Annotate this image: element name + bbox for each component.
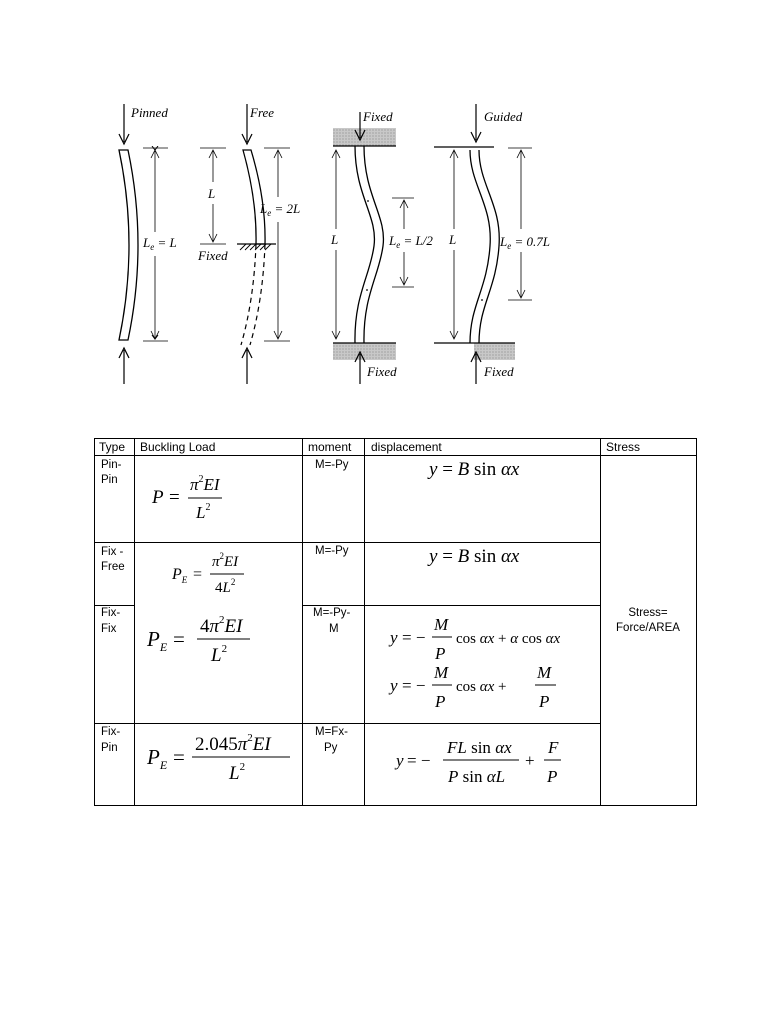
buckling-table (94, 438, 697, 806)
buckling-load-formula (146, 732, 290, 784)
effective-length-label: $L_e = L/2$ (389, 233, 433, 250)
table-row (101, 545, 520, 596)
row-moment: M=-Py- (313, 607, 351, 619)
top-condition-label: Fixed (363, 109, 393, 124)
header-moment: moment (308, 440, 352, 454)
stress-cell (616, 607, 680, 634)
bottom-support (474, 343, 515, 360)
svg-text:=: = (173, 745, 185, 769)
svg-text:P: P (547, 767, 558, 786)
top-condition-label: Guided (484, 109, 523, 124)
column-fixed-fixed (330, 109, 433, 384)
svg-text:L2: $L^2$ (229, 761, 246, 784)
svg-text:4π2EI: $4\pi^2EI$ (200, 614, 243, 637)
svg-text:P: P (152, 487, 164, 508)
top-condition-label: Pinned (131, 105, 168, 120)
table-row (101, 607, 560, 711)
base-condition-label: Fixed (198, 248, 228, 263)
svg-text:P: P (435, 692, 446, 711)
stress-text: Stress= (628, 607, 668, 619)
header-type: Type (99, 440, 126, 454)
column-pinned (119, 104, 177, 384)
effective-length-label: $L_e = 0.7L$ (500, 234, 550, 251)
svg-text:= −: = − (402, 676, 426, 695)
row-moment: M=Fx- (315, 726, 348, 738)
svg-text:Free: Free (101, 561, 125, 573)
svg-text:Force/AREA: Force/AREA (616, 622, 680, 634)
svg-text:π2EI: $\pi^2EI$ (190, 474, 220, 494)
table-row (101, 459, 520, 522)
displacement-formula (388, 615, 560, 663)
svg-text:= −: = − (407, 751, 431, 770)
svg-text:M: M (434, 663, 449, 682)
bottom-condition-label: Fixed (367, 364, 397, 379)
svg-text:y: y (390, 676, 398, 695)
svg-text:Pin: Pin (101, 474, 118, 486)
column-guided-fixed (434, 104, 550, 384)
svg-text:P: P (435, 644, 446, 663)
table-row (101, 726, 561, 786)
row-moment: M=-Py (315, 459, 349, 471)
svg-text:=: = (173, 627, 185, 651)
svg-text:M: M (537, 663, 552, 682)
svg-text:PE: $P_E$ (172, 566, 188, 585)
column-shape (243, 150, 265, 244)
displacement-formula (394, 738, 561, 786)
svg-text:π2EI: $\pi^2EI$ (212, 551, 239, 570)
row-type: Fix - (101, 546, 124, 558)
svg-text:FL sin αx: FL sin αx (447, 738, 512, 757)
column-shape (470, 150, 490, 343)
svg-text:P sin αL: P sin αL (448, 767, 506, 786)
row-moment: M=-Py (315, 545, 349, 557)
svg-text:Py: Py (324, 742, 338, 754)
svg-text:F: F (548, 738, 559, 757)
buckling-load-formula (146, 614, 250, 666)
displacement-formula: y = B sin αx (429, 546, 520, 567)
displacement-formula (388, 663, 556, 711)
buckling-load-formula (171, 551, 244, 596)
svg-text:=: = (193, 566, 203, 583)
effective-length-label: $L_e = 2L$ (260, 201, 301, 218)
bottom-condition-label: Fixed (484, 364, 514, 379)
svg-text:L2: $L^2$ (211, 643, 228, 666)
row-type: Fix- (101, 726, 121, 738)
svg-text:L2: $L^2$ (196, 502, 211, 522)
table-header-row (99, 440, 640, 454)
svg-text:P: P (539, 692, 550, 711)
svg-text:2.045π2EI: $2.045\pi^2EI$ (195, 732, 271, 755)
total-length-label: L (449, 232, 457, 247)
buckling-load-formula (151, 474, 222, 522)
column-shape (119, 150, 138, 340)
total-length-label: L (331, 232, 339, 247)
svg-text:PE: $P_E$ (147, 627, 168, 654)
header-displacement: displacement (371, 440, 442, 454)
svg-text:cos αx +: cos αx + (456, 679, 507, 695)
header-stress: Stress (606, 440, 641, 454)
segment-length-label: L (208, 186, 216, 201)
row-type: Pin- (101, 459, 122, 471)
column-buckling-diagram (0, 0, 768, 420)
svg-text:cos αx + α cos αx: cos αx + α cos αx (456, 631, 561, 647)
effective-length-label: $L_e = L$ (143, 235, 177, 252)
column-shape (355, 146, 375, 343)
column-free-fixed (197, 104, 300, 384)
svg-text:M: M (434, 615, 449, 634)
svg-text:4L2: $4L^2$ (215, 577, 236, 596)
header-buckling-load: Buckling Load (140, 440, 216, 454)
svg-text:PE: $P_E$ (147, 745, 168, 772)
bottom-support (333, 343, 396, 360)
svg-text:=: = (169, 487, 180, 508)
svg-text:y: y (390, 628, 398, 647)
svg-text:y: y (396, 751, 404, 770)
svg-text:+: + (525, 751, 535, 770)
svg-text:Pin: Pin (101, 742, 118, 754)
svg-text:Fix: Fix (101, 623, 117, 635)
row-type: Fix- (101, 607, 121, 619)
displacement-formula: y = B sin αx (429, 459, 520, 480)
svg-text:= −: = − (402, 628, 426, 647)
svg-text:M: M (329, 623, 339, 635)
top-condition-label: Free (250, 105, 275, 120)
